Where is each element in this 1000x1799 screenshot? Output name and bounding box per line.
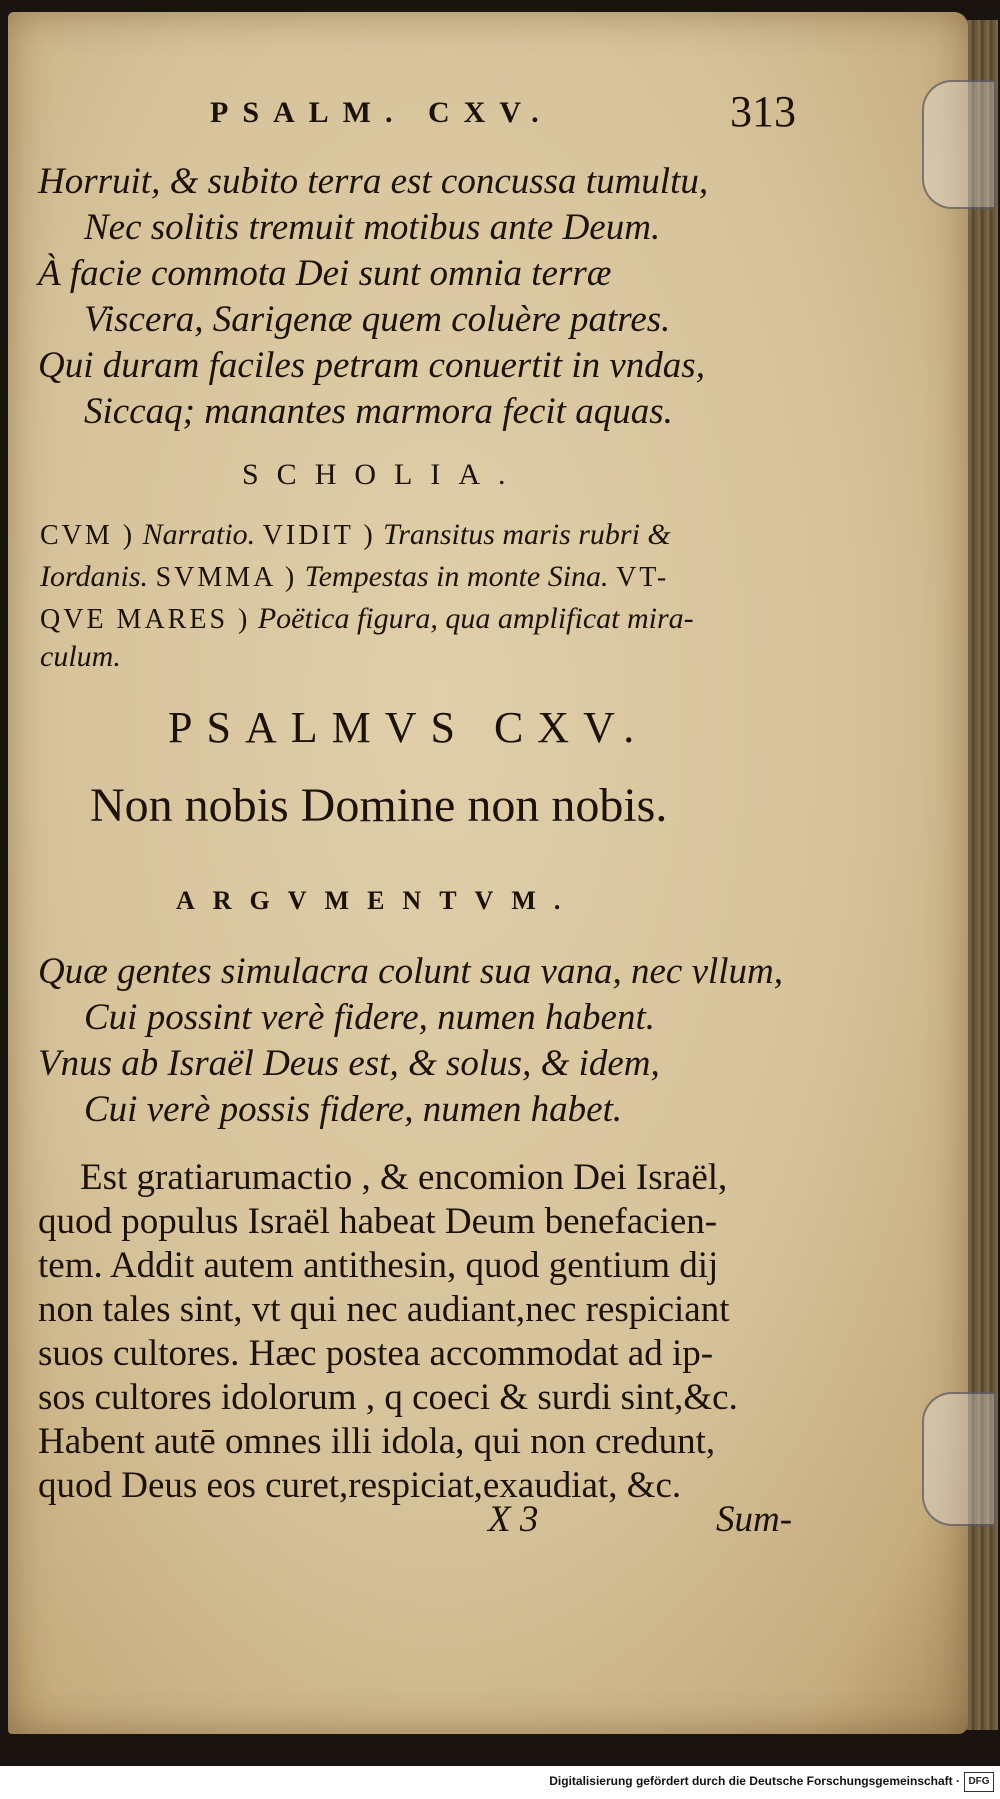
dfg-logo: DFG <box>964 1772 994 1792</box>
verse-line: Siccaq; manantes marmora fecit aquas. <box>84 391 673 432</box>
verse-line: Nec solitis tremuit motibus ante Deum. <box>84 207 661 248</box>
prose-line: suos cultores. Hæc postea accommodat ad ip- <box>38 1333 714 1374</box>
scholia-line <box>40 602 694 636</box>
psalm-incipit: Non nobis Domine non nobis. <box>90 779 668 832</box>
scholia-lemma: SVMMA ) <box>155 562 298 593</box>
scholia-lemma: VIDIT ) <box>262 520 376 551</box>
signature-mark: X 3 <box>488 1499 539 1540</box>
argumentum-verse: Quæ gentes simulacra colunt sua vana, nec vllum, <box>38 951 784 992</box>
prose-line: sos cultores idolorum , q coeci & surdi sint,&c. <box>38 1377 738 1418</box>
scholia-lemma: VT- <box>616 562 670 593</box>
scholia-gloss: Poëtica figura, qua amplificat mira- <box>257 602 694 635</box>
prose-line: non tales sint, vt qui nec audiant,nec respiciant <box>38 1289 730 1330</box>
argumentum-verse: Vnus ab Israël Deus est, & solus, & idem, <box>38 1043 660 1084</box>
digitization-footer <box>0 1766 1000 1799</box>
scholia-gloss: Transitus maris rubri & <box>383 518 671 551</box>
prose-line: tem. Addit autem antithesin, quod gentium dij <box>38 1245 719 1286</box>
verse-line: Viscera, Sarigenæ quem coluère patres. <box>84 299 671 340</box>
funding-credit: Digitalisierung gefördert durch die Deutsche Forschungsgemeinschaft · <box>549 1774 960 1788</box>
argumentum-verse: Cui possint verè fidere, numen habent. <box>84 997 656 1038</box>
scholia-lemma: QVE MARES ) <box>40 604 251 635</box>
scholia-gloss: Tempestas in monte Sina. <box>304 560 609 593</box>
scholia-line <box>40 560 669 594</box>
prose-line: quod populus Israël habeat Deum benefacien- <box>38 1201 718 1242</box>
verse-line: À facie commota Dei sunt omnia terræ <box>38 253 612 294</box>
argumentum-heading: ARGVMENTVM. <box>176 886 579 915</box>
prose-line: Est gratiarumactio , & encomion Dei Israël, <box>80 1157 728 1198</box>
verse-line: Horruit, & subito terra est concussa tumultu, <box>38 161 709 202</box>
catchword: Sum- <box>716 1499 793 1540</box>
scholia-line <box>40 640 121 674</box>
page-number: 313 <box>730 87 796 136</box>
scholia-gloss: culum. <box>40 640 121 673</box>
scholia-line <box>40 518 671 552</box>
scholia-gloss: Narratio. <box>142 518 256 551</box>
argumentum-verse: Cui verè possis fidere, numen habet. <box>84 1089 623 1130</box>
running-title: PSALM. CXV. <box>210 96 553 129</box>
psalm-title: PSALMVS CXV. <box>168 703 649 752</box>
prose-line: quod Deus eos curet,respiciat,exaudiat, &c. <box>38 1465 682 1506</box>
prose-line: Habent autē omnes illi idola, qui non credunt, <box>38 1421 716 1462</box>
scholia-lemma: CVM ) <box>40 520 136 551</box>
scholia-heading: SCHOLIA. <box>242 458 524 491</box>
verse-line: Qui duram faciles petram conuertit in vndas, <box>38 345 705 386</box>
scholia-gloss: Iordanis. <box>40 560 149 593</box>
